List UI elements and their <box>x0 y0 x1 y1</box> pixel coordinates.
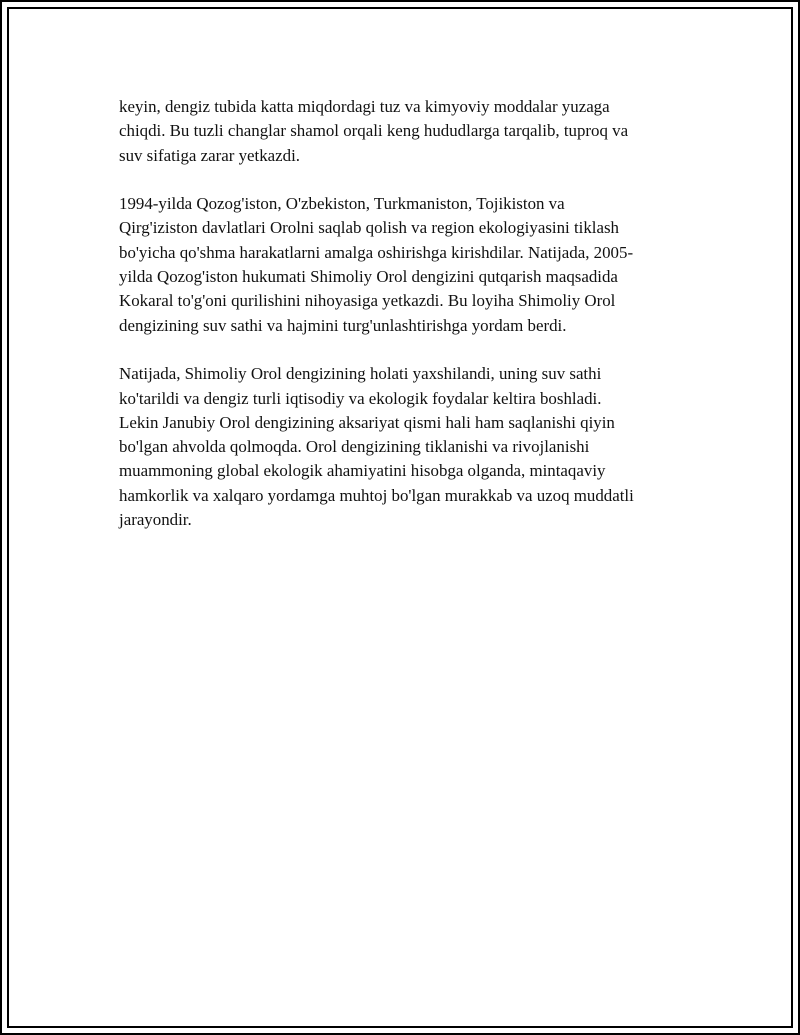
paragraph-north-aral-results: Natijada, Shimoliy Orol dengizining holati yaxshilandi, uning suv sathi ko'tarildi va dengiz turli iqtisodiy va ekologik foydalar keltira boshladi. Lekin Janubiy Orol dengizining aksariyat qismi hali ham saqlanishi qiyin bo'lgan ahvolda qolmoqda. Orol dengizining tiklanishi va rivojlanishi muammoning global ekologik ahamiyatini hisobga olganda, mintaqaviy hamkorlik va xalqaro yordamga muhtoj bo'lgan murakkab va uzoq muddatli jarayondir. <box>119 364 634 530</box>
document-body <box>119 95 699 557</box>
paragraph-1994-cooperation: 1994-yilda Qozog'iston, O'zbekiston, Turkmaniston, Tojikiston va Qirg'iziston davlatlari Orolni saqlab qolish va region ekologiyasini tiklash bo'yicha qo'shma harakatlarni amalga oshirishga kirishdilar. Natijada, 2005- yilda Qozog'iston hukumati Shimoliy Orol dengizini qutqarish maqsadida Kokaral to'g'oni qurilishini nihoyasiga yetkazdi. Bu loyiha Shimoliy Orol dengizining suv sathi va hajmini turg'unlashtirishga yordam berdi. <box>119 194 634 335</box>
paragraph-salt-dust: keyin, dengiz tubida katta miqdordagi tuz va kimyoviy moddalar yuzaga chiqdi. Bu tuzli changlar shamol orqali keng hududlarga tarqalib, tuproq va suv sifatiga zarar yetkazdi. <box>119 97 629 165</box>
